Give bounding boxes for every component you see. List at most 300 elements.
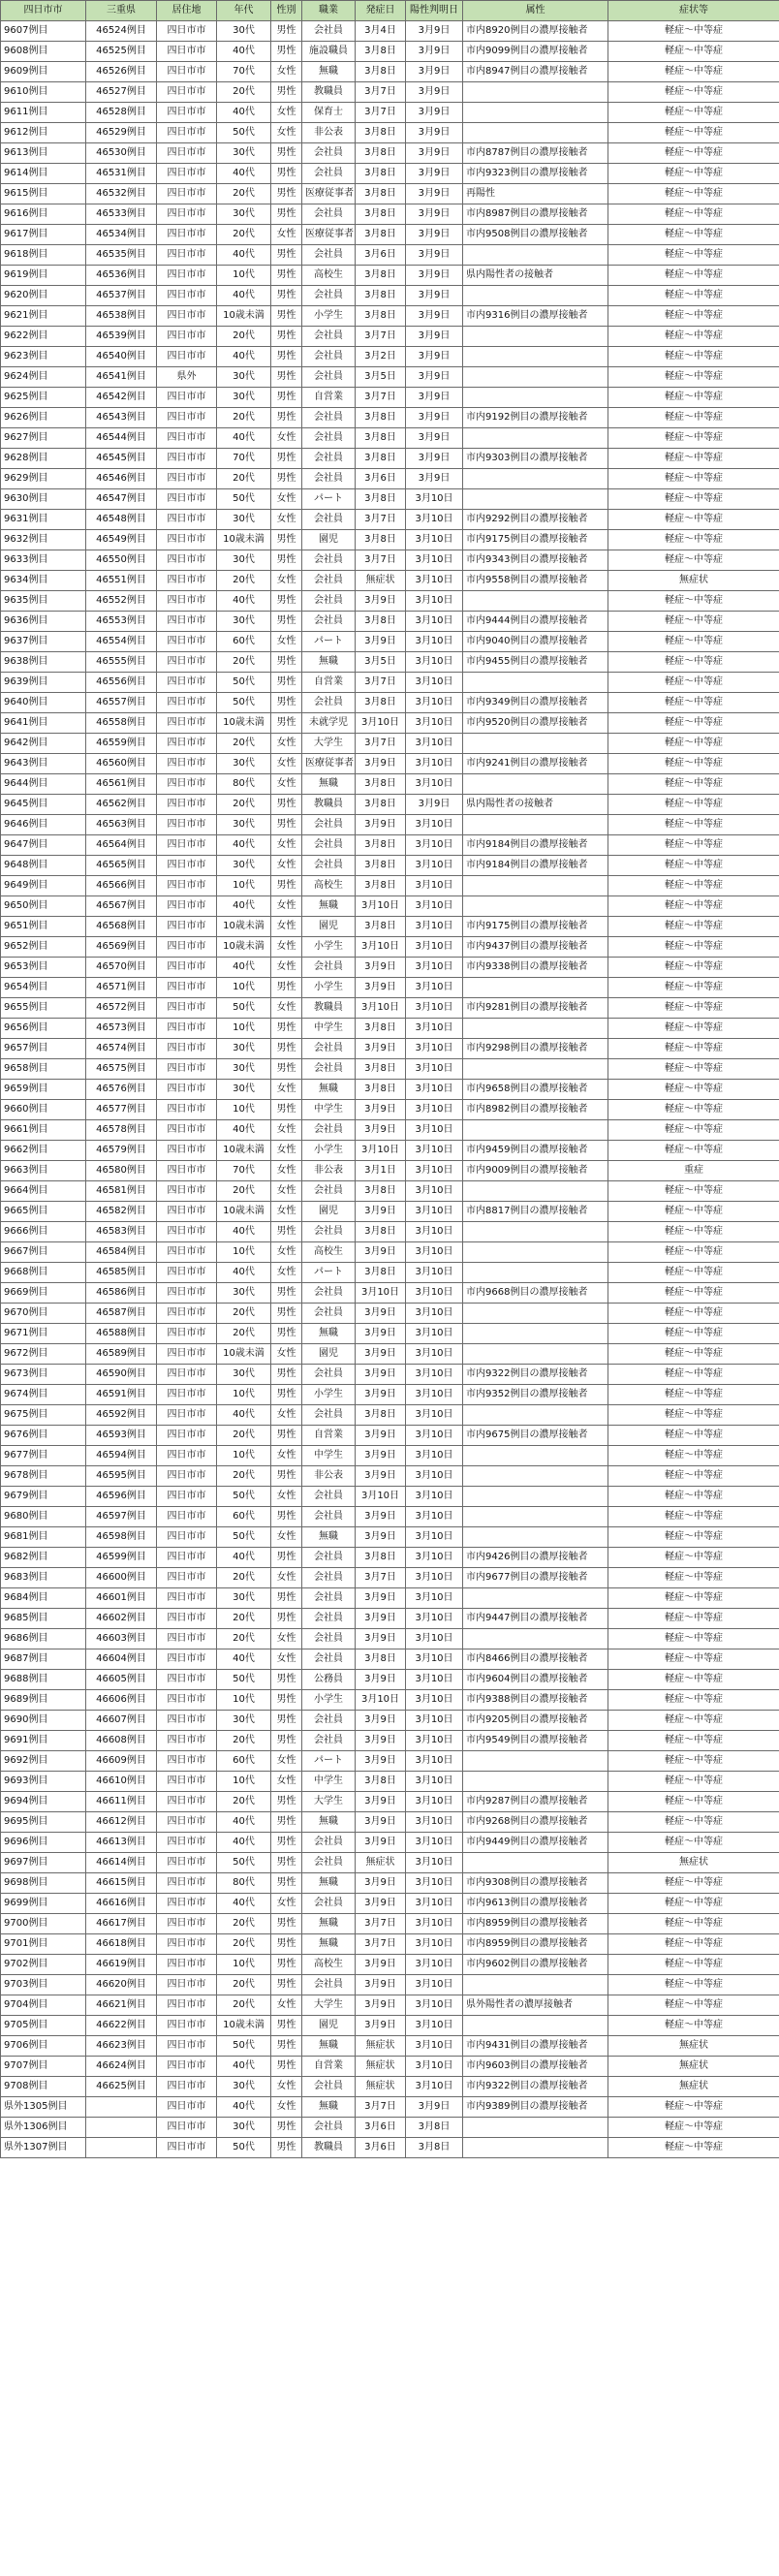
prefecture-case-number-cell: 46575例目 bbox=[86, 1059, 157, 1080]
prefecture-case-number-cell: 46549例目 bbox=[86, 530, 157, 550]
symptoms-cell: 軽症～中等症 bbox=[608, 245, 779, 266]
symptoms-cell: 軽症～中等症 bbox=[608, 1934, 779, 1955]
sex-cell: 男性 bbox=[271, 1466, 302, 1487]
prefecture-case-number-cell: 46562例目 bbox=[86, 795, 157, 815]
sex-cell: 男性 bbox=[271, 2138, 302, 2158]
symptoms-cell: 軽症～中等症 bbox=[608, 1120, 779, 1141]
sex-cell: 男性 bbox=[271, 21, 302, 42]
occupation-cell: 中学生 bbox=[302, 1019, 356, 1039]
prefecture-case-number-cell: 46534例目 bbox=[86, 225, 157, 245]
sex-cell: 男性 bbox=[271, 693, 302, 713]
sex-cell: 女性 bbox=[271, 489, 302, 510]
table-row bbox=[1, 1059, 779, 1080]
attribute-cell bbox=[463, 245, 608, 266]
table-row bbox=[1, 1019, 779, 1039]
residence-cell: 四日市市 bbox=[157, 204, 217, 225]
city-case-number-cell: 9695例目 bbox=[1, 1812, 86, 1833]
occupation-cell: 無職 bbox=[302, 2097, 356, 2118]
city-case-number-cell: 9694例目 bbox=[1, 1792, 86, 1812]
symptoms-cell: 軽症～中等症 bbox=[608, 1894, 779, 1914]
city-case-number-cell: 9686例目 bbox=[1, 1629, 86, 1649]
symptoms-cell: 軽症～中等症 bbox=[608, 1609, 779, 1629]
residence-cell: 四日市市 bbox=[157, 1385, 217, 1405]
prefecture-case-number-cell: 46614例目 bbox=[86, 1853, 157, 1873]
positive-date-cell: 3月9日 bbox=[406, 82, 463, 103]
occupation-cell: 会社員 bbox=[302, 550, 356, 571]
table-row bbox=[1, 896, 779, 917]
onset-date-cell: 3月8日 bbox=[356, 774, 406, 795]
age-group-cell: 40代 bbox=[217, 286, 271, 306]
attribute-cell: 市内8947例目の濃厚接触者 bbox=[463, 62, 608, 82]
positive-date-cell: 3月9日 bbox=[406, 164, 463, 184]
attribute-cell bbox=[463, 489, 608, 510]
age-group-cell: 50代 bbox=[217, 1670, 271, 1690]
occupation-cell: 医療従事者 bbox=[302, 225, 356, 245]
table-row bbox=[1, 978, 779, 998]
table-row bbox=[1, 449, 779, 469]
city-case-number-cell: 9675例目 bbox=[1, 1405, 86, 1426]
residence-cell: 四日市市 bbox=[157, 1446, 217, 1466]
prefecture-case-number-cell: 46606例目 bbox=[86, 1690, 157, 1711]
sex-cell: 女性 bbox=[271, 103, 302, 123]
city-case-number-cell: 9622例目 bbox=[1, 327, 86, 347]
city-case-number-cell: 9639例目 bbox=[1, 673, 86, 693]
residence-cell: 四日市市 bbox=[157, 856, 217, 876]
occupation-cell: 会社員 bbox=[302, 449, 356, 469]
prefecture-case-number-cell: 46613例目 bbox=[86, 1833, 157, 1853]
positive-date-cell: 3月10日 bbox=[406, 1446, 463, 1466]
symptoms-cell: 軽症～中等症 bbox=[608, 1283, 779, 1304]
residence-cell: 四日市市 bbox=[157, 1751, 217, 1772]
city-case-number-cell: 9607例目 bbox=[1, 21, 86, 42]
occupation-cell: 無職 bbox=[302, 1934, 356, 1955]
table-row bbox=[1, 795, 779, 815]
table-row bbox=[1, 1161, 779, 1181]
positive-date-cell: 3月10日 bbox=[406, 673, 463, 693]
prefecture-case-number-cell: 46570例目 bbox=[86, 958, 157, 978]
age-group-cell: 20代 bbox=[217, 1181, 271, 1202]
city-case-number-cell: 9647例目 bbox=[1, 835, 86, 856]
positive-date-cell: 3月10日 bbox=[406, 1548, 463, 1568]
occupation-cell: 無職 bbox=[302, 774, 356, 795]
occupation-cell: 会社員 bbox=[302, 1365, 356, 1385]
positive-date-cell: 3月10日 bbox=[406, 530, 463, 550]
sex-cell: 女性 bbox=[271, 958, 302, 978]
occupation-cell: 会社員 bbox=[302, 1039, 356, 1059]
table-row bbox=[1, 1039, 779, 1059]
positive-date-cell: 3月10日 bbox=[406, 1629, 463, 1649]
positive-date-cell: 3月10日 bbox=[406, 1385, 463, 1405]
occupation-cell: 医療従事者 bbox=[302, 754, 356, 774]
onset-date-cell: 3月1日 bbox=[356, 1161, 406, 1181]
sex-cell: 女性 bbox=[271, 937, 302, 958]
city-case-number-cell: 9702例目 bbox=[1, 1955, 86, 1975]
positive-date-cell: 3月10日 bbox=[406, 1304, 463, 1324]
positive-date-cell: 3月9日 bbox=[406, 184, 463, 204]
occupation-cell: 自営業 bbox=[302, 2057, 356, 2077]
residence-cell: 四日市市 bbox=[157, 123, 217, 143]
prefecture-case-number-cell: 46525例目 bbox=[86, 42, 157, 62]
table-row bbox=[1, 408, 779, 428]
occupation-cell: 会社員 bbox=[302, 469, 356, 489]
sex-cell: 男性 bbox=[271, 1100, 302, 1120]
age-group-cell: 30代 bbox=[217, 1080, 271, 1100]
table-row bbox=[1, 306, 779, 327]
symptoms-cell: 軽症～中等症 bbox=[608, 428, 779, 449]
positive-date-cell: 3月10日 bbox=[406, 1263, 463, 1283]
symptoms-cell: 軽症～中等症 bbox=[608, 815, 779, 835]
occupation-cell: 施設職員 bbox=[302, 42, 356, 62]
attribute-cell bbox=[463, 896, 608, 917]
age-group-cell: 10代 bbox=[217, 1955, 271, 1975]
onset-date-cell: 3月7日 bbox=[356, 388, 406, 408]
occupation-cell: 無職 bbox=[302, 1914, 356, 1934]
positive-date-cell: 3月10日 bbox=[406, 2016, 463, 2036]
column-header: 性別 bbox=[271, 1, 302, 21]
city-case-number-cell: 9659例目 bbox=[1, 1080, 86, 1100]
sex-cell: 男性 bbox=[271, 143, 302, 164]
symptoms-cell: 軽症～中等症 bbox=[608, 164, 779, 184]
occupation-cell: 会社員 bbox=[302, 1609, 356, 1629]
age-group-cell: 20代 bbox=[217, 1934, 271, 1955]
table-row bbox=[1, 489, 779, 510]
city-case-number-cell: 9678例目 bbox=[1, 1466, 86, 1487]
age-group-cell: 40代 bbox=[217, 1894, 271, 1914]
city-case-number-cell: 9696例目 bbox=[1, 1833, 86, 1853]
positive-date-cell: 3月9日 bbox=[406, 143, 463, 164]
positive-date-cell: 3月10日 bbox=[406, 1568, 463, 1588]
sex-cell: 男性 bbox=[271, 1059, 302, 1080]
positive-date-cell: 3月10日 bbox=[406, 958, 463, 978]
city-case-number-cell: 9697例目 bbox=[1, 1853, 86, 1873]
onset-date-cell: 3月8日 bbox=[356, 1181, 406, 1202]
positive-date-cell: 3月10日 bbox=[406, 1914, 463, 1934]
attribute-cell bbox=[463, 1588, 608, 1609]
symptoms-cell: 軽症～中等症 bbox=[608, 184, 779, 204]
attribute-cell: 市内9437例目の濃厚接触者 bbox=[463, 937, 608, 958]
age-group-cell: 60代 bbox=[217, 1507, 271, 1527]
city-case-number-cell: 9615例目 bbox=[1, 184, 86, 204]
attribute-cell: 市内9298例目の濃厚接触者 bbox=[463, 1039, 608, 1059]
prefecture-case-number-cell: 46620例目 bbox=[86, 1975, 157, 1995]
occupation-cell: 会社員 bbox=[302, 1405, 356, 1426]
positive-date-cell: 3月10日 bbox=[406, 1670, 463, 1690]
residence-cell: 四日市市 bbox=[157, 550, 217, 571]
onset-date-cell: 3月7日 bbox=[356, 103, 406, 123]
prefecture-case-number-cell: 46555例目 bbox=[86, 652, 157, 673]
occupation-cell: 無職 bbox=[302, 62, 356, 82]
age-group-cell: 30代 bbox=[217, 2118, 271, 2138]
prefecture-case-number-cell: 46578例目 bbox=[86, 1120, 157, 1141]
positive-date-cell: 3月10日 bbox=[406, 1853, 463, 1873]
sex-cell: 男性 bbox=[271, 1283, 302, 1304]
attribute-cell: 市内9268例目の濃厚接触者 bbox=[463, 1812, 608, 1833]
sex-cell: 男性 bbox=[271, 204, 302, 225]
positive-date-cell: 3月9日 bbox=[406, 306, 463, 327]
onset-date-cell: 3月8日 bbox=[356, 266, 406, 286]
attribute-cell: 市内9447例目の濃厚接触者 bbox=[463, 1609, 608, 1629]
attribute-cell: 市内9349例目の濃厚接触者 bbox=[463, 693, 608, 713]
attribute-cell: 市内9009例目の濃厚接触者 bbox=[463, 1161, 608, 1181]
table-row bbox=[1, 1711, 779, 1731]
positive-date-cell: 3月10日 bbox=[406, 1772, 463, 1792]
attribute-cell bbox=[463, 1772, 608, 1792]
sex-cell: 女性 bbox=[271, 632, 302, 652]
age-group-cell: 50代 bbox=[217, 693, 271, 713]
attribute-cell: 市内8920例目の濃厚接触者 bbox=[463, 21, 608, 42]
onset-date-cell: 3月9日 bbox=[356, 1995, 406, 2016]
occupation-cell: 会社員 bbox=[302, 612, 356, 632]
symptoms-cell: 軽症～中等症 bbox=[608, 510, 779, 530]
occupation-cell: 会社員 bbox=[302, 815, 356, 835]
occupation-cell: 会社員 bbox=[302, 1853, 356, 1873]
residence-cell: 四日市市 bbox=[157, 632, 217, 652]
positive-date-cell: 3月8日 bbox=[406, 2118, 463, 2138]
city-case-number-cell: 9608例目 bbox=[1, 42, 86, 62]
sex-cell: 男性 bbox=[271, 713, 302, 734]
city-case-number-cell: 9645例目 bbox=[1, 795, 86, 815]
city-case-number-cell: 県外1306例目 bbox=[1, 2118, 86, 2138]
city-case-number-cell: 9643例目 bbox=[1, 754, 86, 774]
symptoms-cell: 軽症～中等症 bbox=[608, 1263, 779, 1283]
city-case-number-cell: 9632例目 bbox=[1, 530, 86, 550]
residence-cell: 四日市市 bbox=[157, 306, 217, 327]
sex-cell: 女性 bbox=[271, 896, 302, 917]
age-group-cell: 30代 bbox=[217, 143, 271, 164]
table-row bbox=[1, 1426, 779, 1446]
age-group-cell: 10代 bbox=[217, 978, 271, 998]
age-group-cell: 10代 bbox=[217, 1772, 271, 1792]
table-row bbox=[1, 2118, 779, 2138]
occupation-cell: 小学生 bbox=[302, 306, 356, 327]
occupation-cell: 会社員 bbox=[302, 367, 356, 388]
sex-cell: 女性 bbox=[271, 2077, 302, 2097]
occupation-cell: 大学生 bbox=[302, 1995, 356, 2016]
prefecture-case-number-cell: 46607例目 bbox=[86, 1711, 157, 1731]
occupation-cell: 会社員 bbox=[302, 1059, 356, 1080]
sex-cell: 女性 bbox=[271, 1446, 302, 1466]
table-row bbox=[1, 937, 779, 958]
sex-cell: 男性 bbox=[271, 1690, 302, 1711]
attribute-cell: 県内陽性者の接触者 bbox=[463, 266, 608, 286]
age-group-cell: 20代 bbox=[217, 1304, 271, 1324]
sex-cell: 女性 bbox=[271, 123, 302, 143]
symptoms-cell: 無症状 bbox=[608, 2057, 779, 2077]
table-row bbox=[1, 225, 779, 245]
city-case-number-cell: 9658例目 bbox=[1, 1059, 86, 1080]
attribute-cell: 市内9558例目の濃厚接触者 bbox=[463, 571, 608, 591]
age-group-cell: 10代 bbox=[217, 1690, 271, 1711]
residence-cell: 四日市市 bbox=[157, 469, 217, 489]
residence-cell: 四日市市 bbox=[157, 2057, 217, 2077]
residence-cell: 四日市市 bbox=[157, 1914, 217, 1934]
city-case-number-cell: 9677例目 bbox=[1, 1446, 86, 1466]
age-group-cell: 10代 bbox=[217, 1019, 271, 1039]
table-row bbox=[1, 2036, 779, 2057]
positive-date-cell: 3月10日 bbox=[406, 693, 463, 713]
city-case-number-cell: 9651例目 bbox=[1, 917, 86, 937]
residence-cell: 四日市市 bbox=[157, 1100, 217, 1120]
table-row bbox=[1, 1772, 779, 1792]
positive-date-cell: 3月9日 bbox=[406, 62, 463, 82]
attribute-cell: 市内9175例目の濃厚接触者 bbox=[463, 530, 608, 550]
prefecture-case-number-cell: 46584例目 bbox=[86, 1242, 157, 1263]
onset-date-cell: 3月8日 bbox=[356, 143, 406, 164]
city-case-number-cell: 9631例目 bbox=[1, 510, 86, 530]
residence-cell: 四日市市 bbox=[157, 347, 217, 367]
city-case-number-cell: 9684例目 bbox=[1, 1588, 86, 1609]
attribute-cell: 市内9444例目の濃厚接触者 bbox=[463, 612, 608, 632]
residence-cell: 四日市市 bbox=[157, 62, 217, 82]
city-case-number-cell: 9666例目 bbox=[1, 1222, 86, 1242]
city-case-number-cell: 9691例目 bbox=[1, 1731, 86, 1751]
onset-date-cell: 3月8日 bbox=[356, 1080, 406, 1100]
city-case-number-cell: 9674例目 bbox=[1, 1385, 86, 1405]
table-row bbox=[1, 1751, 779, 1772]
attribute-cell: 市内8959例目の濃厚接触者 bbox=[463, 1934, 608, 1955]
occupation-cell: 会社員 bbox=[302, 1304, 356, 1324]
onset-date-cell: 3月10日 bbox=[356, 896, 406, 917]
occupation-cell: 会社員 bbox=[302, 1120, 356, 1141]
occupation-cell: 会社員 bbox=[302, 1588, 356, 1609]
symptoms-cell: 軽症～中等症 bbox=[608, 795, 779, 815]
symptoms-cell: 軽症～中等症 bbox=[608, 1202, 779, 1222]
table-row bbox=[1, 1609, 779, 1629]
occupation-cell: 会社員 bbox=[302, 428, 356, 449]
table-row bbox=[1, 1344, 779, 1365]
age-group-cell: 10代 bbox=[217, 876, 271, 896]
prefecture-case-number-cell: 46573例目 bbox=[86, 1019, 157, 1039]
onset-date-cell: 3月7日 bbox=[356, 510, 406, 530]
attribute-cell: 再陽性 bbox=[463, 184, 608, 204]
positive-date-cell: 3月9日 bbox=[406, 408, 463, 428]
sex-cell: 男性 bbox=[271, 449, 302, 469]
age-group-cell: 20代 bbox=[217, 734, 271, 754]
attribute-cell bbox=[463, 469, 608, 489]
residence-cell: 四日市市 bbox=[157, 1181, 217, 1202]
attribute-cell bbox=[463, 123, 608, 143]
residence-cell: 四日市市 bbox=[157, 1812, 217, 1833]
sex-cell: 男性 bbox=[271, 184, 302, 204]
positive-date-cell: 3月10日 bbox=[406, 1690, 463, 1711]
positive-date-cell: 3月10日 bbox=[406, 1975, 463, 1995]
age-group-cell: 30代 bbox=[217, 856, 271, 876]
attribute-cell bbox=[463, 327, 608, 347]
table-row bbox=[1, 2097, 779, 2118]
symptoms-cell: 軽症～中等症 bbox=[608, 1995, 779, 2016]
age-group-cell: 60代 bbox=[217, 632, 271, 652]
residence-cell: 四日市市 bbox=[157, 1487, 217, 1507]
table-row bbox=[1, 530, 779, 550]
onset-date-cell: 無症状 bbox=[356, 2036, 406, 2057]
attribute-cell: 市内9603例目の濃厚接触者 bbox=[463, 2057, 608, 2077]
prefecture-case-number-cell: 46535例目 bbox=[86, 245, 157, 266]
symptoms-cell: 軽症～中等症 bbox=[608, 1324, 779, 1344]
occupation-cell: 会社員 bbox=[302, 1711, 356, 1731]
onset-date-cell: 3月6日 bbox=[356, 2138, 406, 2158]
symptoms-cell: 軽症～中等症 bbox=[608, 469, 779, 489]
table-row bbox=[1, 2057, 779, 2077]
occupation-cell: 会社員 bbox=[302, 856, 356, 876]
onset-date-cell: 3月9日 bbox=[356, 1588, 406, 1609]
attribute-cell: 市内9508例目の濃厚接触者 bbox=[463, 225, 608, 245]
onset-date-cell: 3月8日 bbox=[356, 1548, 406, 1568]
table-row bbox=[1, 1995, 779, 2016]
onset-date-cell: 3月9日 bbox=[356, 1629, 406, 1649]
age-group-cell: 50代 bbox=[217, 673, 271, 693]
onset-date-cell: 3月9日 bbox=[356, 1792, 406, 1812]
table-row bbox=[1, 1690, 779, 1711]
table-row bbox=[1, 1080, 779, 1100]
prefecture-case-number-cell: 46596例目 bbox=[86, 1487, 157, 1507]
table-row bbox=[1, 1446, 779, 1466]
positive-date-cell: 3月10日 bbox=[406, 1365, 463, 1385]
age-group-cell: 30代 bbox=[217, 612, 271, 632]
age-group-cell: 20代 bbox=[217, 1466, 271, 1487]
occupation-cell: 教職員 bbox=[302, 2138, 356, 2158]
age-group-cell: 30代 bbox=[217, 204, 271, 225]
prefecture-case-number-cell: 46540例目 bbox=[86, 347, 157, 367]
residence-cell: 四日市市 bbox=[157, 1466, 217, 1487]
onset-date-cell: 3月10日 bbox=[356, 713, 406, 734]
city-case-number-cell: 9664例目 bbox=[1, 1181, 86, 1202]
symptoms-cell: 軽症～中等症 bbox=[608, 1629, 779, 1649]
sex-cell: 男性 bbox=[271, 388, 302, 408]
city-case-number-cell: 9701例目 bbox=[1, 1934, 86, 1955]
attribute-cell: 市内9677例目の濃厚接触者 bbox=[463, 1568, 608, 1588]
age-group-cell: 20代 bbox=[217, 571, 271, 591]
occupation-cell: 中学生 bbox=[302, 1772, 356, 1792]
symptoms-cell: 軽症～中等症 bbox=[608, 1385, 779, 1405]
attribute-cell: 市内9426例目の濃厚接触者 bbox=[463, 1548, 608, 1568]
onset-date-cell: 3月8日 bbox=[356, 489, 406, 510]
age-group-cell: 10代 bbox=[217, 1100, 271, 1120]
attribute-cell bbox=[463, 1222, 608, 1242]
attribute-cell bbox=[463, 1324, 608, 1344]
age-group-cell: 30代 bbox=[217, 1059, 271, 1080]
table-row bbox=[1, 754, 779, 774]
sex-cell: 男性 bbox=[271, 286, 302, 306]
sex-cell: 女性 bbox=[271, 510, 302, 530]
positive-date-cell: 3月10日 bbox=[406, 1405, 463, 1426]
positive-date-cell: 3月9日 bbox=[406, 245, 463, 266]
attribute-cell: 市内9303例目の濃厚接触者 bbox=[463, 449, 608, 469]
prefecture-case-number-cell: 46577例目 bbox=[86, 1100, 157, 1120]
table-row bbox=[1, 1955, 779, 1975]
symptoms-cell: 軽症～中等症 bbox=[608, 1975, 779, 1995]
onset-date-cell: 3月10日 bbox=[356, 1141, 406, 1161]
column-header: 四日市市 bbox=[1, 1, 86, 21]
city-case-number-cell: 9673例目 bbox=[1, 1365, 86, 1385]
age-group-cell: 10歳未満 bbox=[217, 1344, 271, 1365]
table-row bbox=[1, 1283, 779, 1304]
symptoms-cell: 軽症～中等症 bbox=[608, 2138, 779, 2158]
onset-date-cell: 3月8日 bbox=[356, 1263, 406, 1283]
table-row bbox=[1, 1649, 779, 1670]
sex-cell: 男性 bbox=[271, 673, 302, 693]
onset-date-cell: 3月8日 bbox=[356, 184, 406, 204]
onset-date-cell: 3月8日 bbox=[356, 1772, 406, 1792]
city-case-number-cell: 9624例目 bbox=[1, 367, 86, 388]
attribute-cell: 県内陽性者の接触者 bbox=[463, 795, 608, 815]
prefecture-case-number-cell: 46594例目 bbox=[86, 1446, 157, 1466]
residence-cell: 四日市市 bbox=[157, 1344, 217, 1365]
positive-date-cell: 3月10日 bbox=[406, 1202, 463, 1222]
positive-date-cell: 3月10日 bbox=[406, 1609, 463, 1629]
city-case-number-cell: 9613例目 bbox=[1, 143, 86, 164]
attribute-cell: 市内9040例目の濃厚接触者 bbox=[463, 632, 608, 652]
table-row bbox=[1, 876, 779, 896]
